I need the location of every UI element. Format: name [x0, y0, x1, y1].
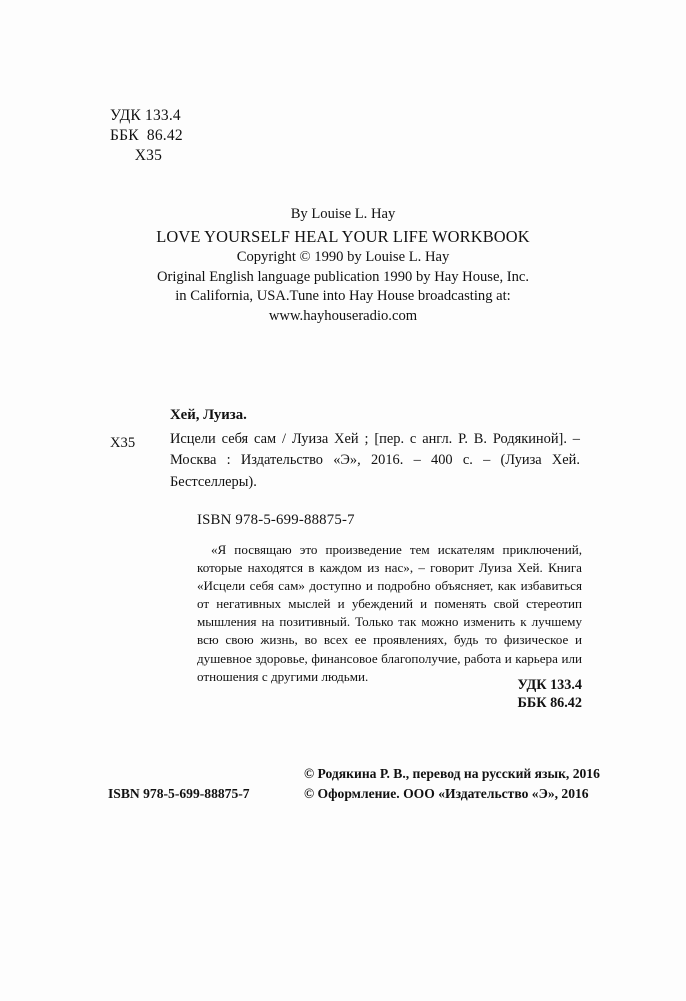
cip-isbn: ISBN 978-5-699-88875-7 [197, 512, 355, 528]
classification-block [110, 106, 183, 166]
footer-row-1 [108, 764, 600, 784]
cip-side-code: Х35 [110, 435, 136, 451]
bbk-code: ББК 86.42 [110, 127, 183, 144]
original-copyright: Copyright © 1990 by Louise L. Hay [236, 249, 450, 265]
cip-body: Исцели себя сам / Луиза Хей ; [пер. с англ. Р. В. Родякиной]. – Москва : Издательство «Э», 2016. – 400 с. – (Луиза Хей. Бестселлеры). [170, 430, 580, 490]
original-radio-url: www.hayhouseradio.com [268, 307, 418, 324]
bbk-code-repeat: ББК 86.42 [517, 695, 582, 711]
footer-block [108, 764, 600, 804]
author-sign-code: Х35 [134, 147, 163, 164]
footer-isbn: ISBN 978-5-699-88875-7 [108, 786, 250, 801]
original-publication-line-2: in California, USA.Tune into Hay House broadcasting at: [175, 288, 511, 304]
rights-translation: © Родякина Р. В., перевод на русский язык, 2016 [304, 766, 600, 781]
original-edition-block [113, 205, 573, 326]
classification-repeat [420, 676, 582, 712]
footer-row-2 [108, 784, 589, 804]
cip-record [110, 405, 580, 493]
rights-design: © Оформление. ООО «Издательство «Э», 2016 [304, 786, 589, 801]
original-publication-line-1: Original English language publication 1990 by Hay House, Inc. [156, 268, 530, 285]
udk-code-repeat: УДК 133.4 [517, 677, 582, 693]
cip-author: Хей, Луиза. [170, 407, 247, 423]
original-byline: By Louise L. Hay [290, 206, 396, 222]
udk-code: УДК 133.4 [110, 107, 181, 124]
original-title: LOVE YOURSELF HEAL YOUR LIFE WORKBOOK [156, 226, 530, 246]
annotation-text: «Я посвящаю это произведение тем искателям приключений, которые находятся в каждом из нас», – говорит Луиза Хей. Книга «Исцели себя сам» доступно и подробно объясняет, как избавиться от негативных мыслей и убеждений и поменять свой стереотип мышления на позитивный. Только так можно изменить к лучшему всю свою жизнь, во всех ее проявлениях, будь то физическое и душевное здоровье, финансовое благополучие, работа и карьера или отношения с другими людьми. [197, 542, 582, 684]
